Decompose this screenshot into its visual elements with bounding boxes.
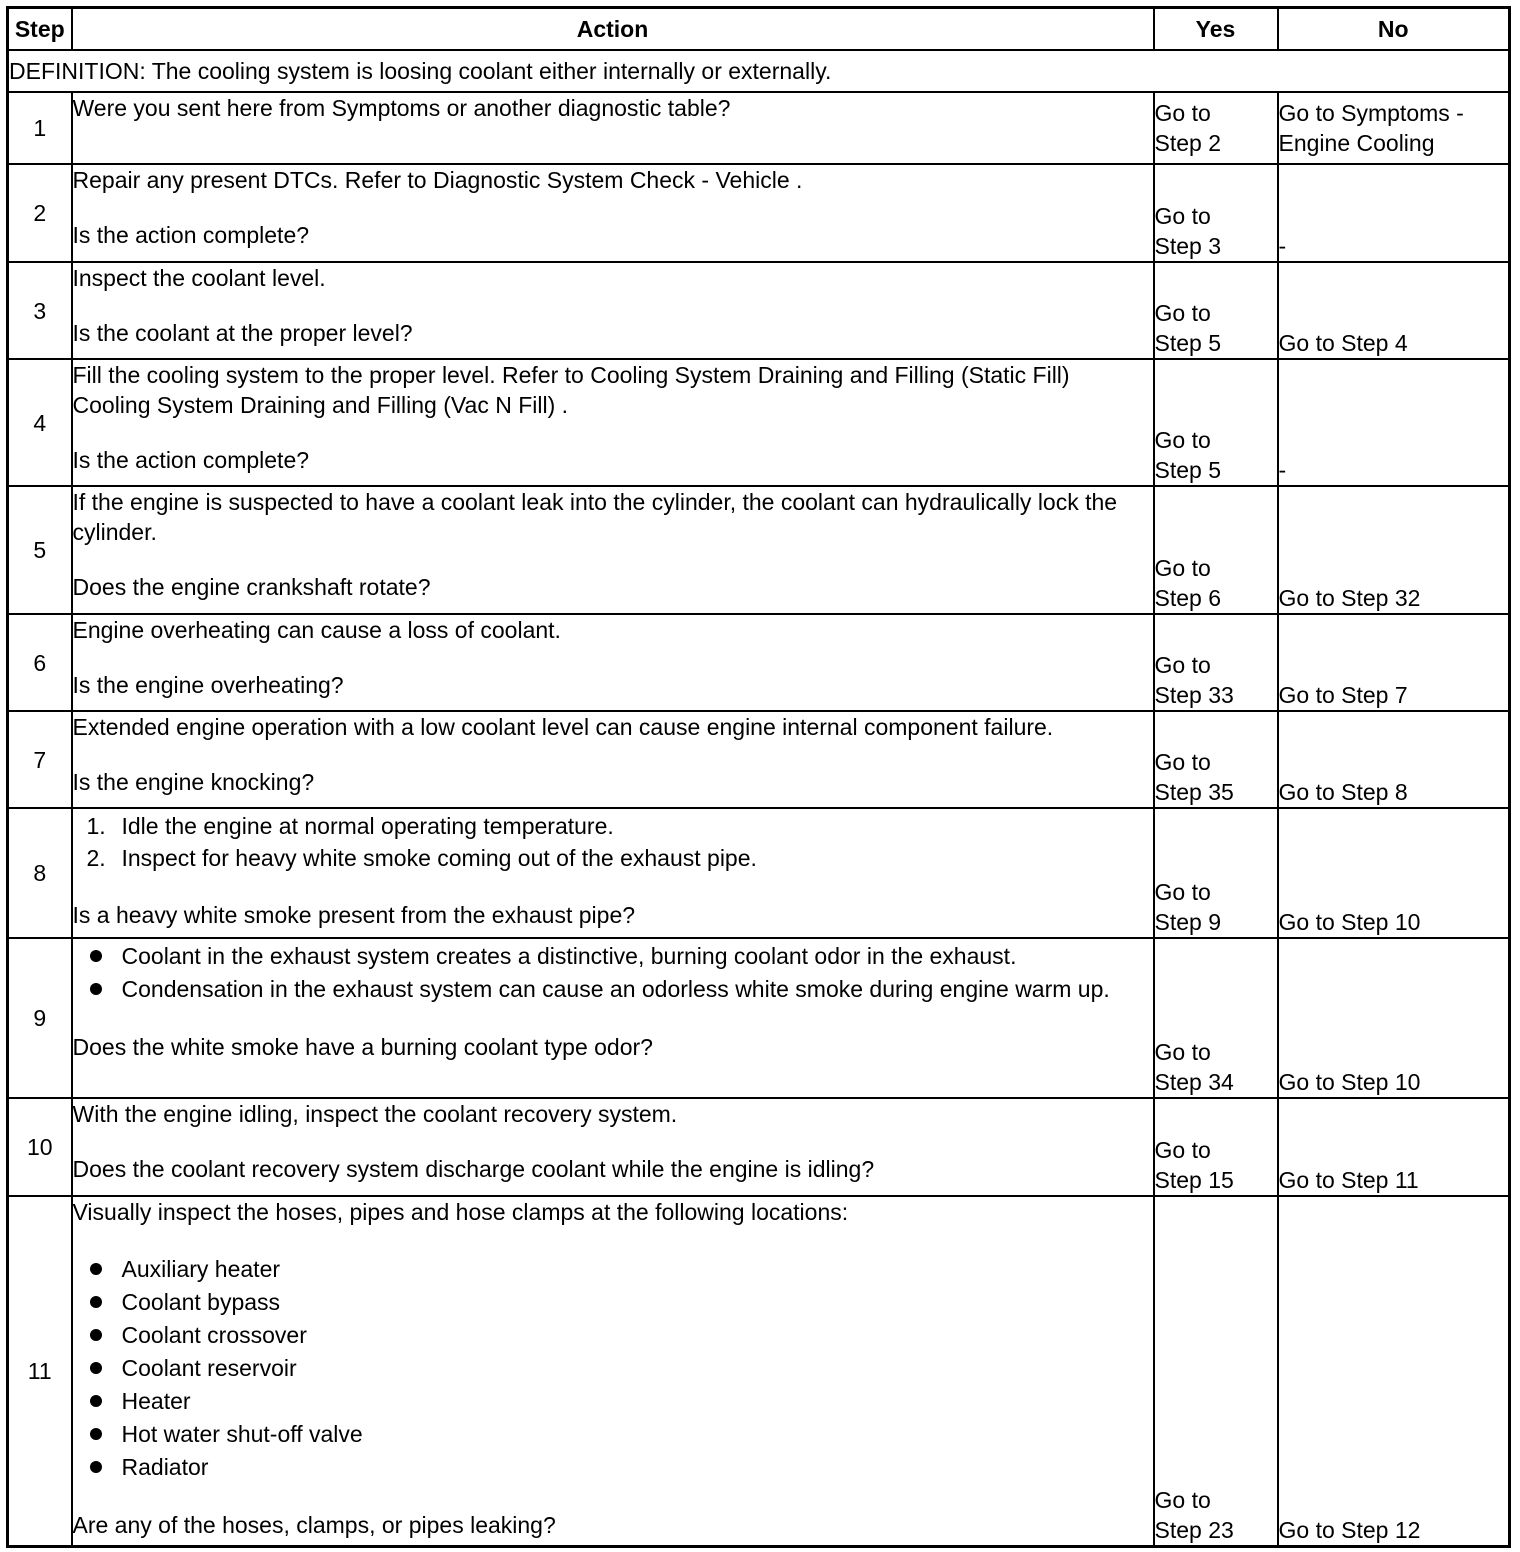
numbered-list [73,811,1153,873]
question-text: Is the action complete? [72,222,310,248]
spacer [73,1129,1153,1154]
bullet-list [73,941,1153,1004]
step-row [8,262,1510,359]
action-text: Visually inspect the hoses, pipes and hose clamps at the following locations: [72,1199,849,1225]
step-row [8,164,1510,262]
step-number: 7 [8,711,72,808]
yes-cell [1154,1098,1278,1196]
question-text: Does the white smoke have a burning coolant type odor? [72,1034,653,1060]
action-text: If the engine is suspected to have a coolant leak into the cylinder, the coolant can hydraulically lock the cylinder. [72,489,1118,545]
yes-cell [1154,1196,1278,1546]
step-row [8,359,1510,486]
action-cell [72,614,1154,711]
yes-link-text[interactable]: Go to [1154,427,1211,453]
action-cell [72,486,1154,614]
yes-link-text[interactable]: Go to [1154,652,1211,678]
item-text: Inspect for heavy white smoke coming out of the exhaust pipe. [121,845,757,871]
spacer [73,875,1153,900]
bullet-list [73,1254,1153,1482]
action-text: Were you sent here from Symptoms or another diagnostic table? [72,95,731,121]
step-number: 10 [8,1098,72,1196]
step-number: 11 [8,1196,72,1546]
no-link-text[interactable]: Go to Step 4 [1278,330,1408,356]
step-number: 5 [8,486,72,614]
yes-link-text[interactable]: Go to [1154,1039,1211,1065]
question-text: Is the coolant at the proper level? [72,320,413,346]
no-link-text[interactable]: Go to Step 8 [1278,779,1408,805]
action-cell [72,1098,1154,1196]
yes-cell [1154,711,1278,808]
yes-cell [1154,486,1278,614]
yes-cell [1154,938,1278,1098]
step-number: 6 [8,614,72,711]
no-link-text[interactable]: Go to Step 7 [1278,682,1408,708]
yes-link-text[interactable]: Go to [1154,100,1211,126]
yes-link-text[interactable]: Step 5 [1154,330,1221,356]
yes-link-text[interactable]: Step 34 [1154,1069,1234,1095]
step-row [8,486,1510,614]
bullet-item: Coolant bypass [73,1287,1153,1317]
header-yes: Yes [1154,8,1278,51]
yes-link-text[interactable]: Step 5 [1154,457,1221,483]
question-text: Does the coolant recovery system discharge coolant while the engine is idling? [72,1156,875,1182]
no-cell [1278,1196,1510,1546]
question-text: Is the action complete? [72,447,310,473]
no-link-text[interactable]: - [1278,233,1287,259]
yes-link-text[interactable]: Go to [1154,1137,1211,1163]
no-cell [1278,164,1510,262]
question-text: Are any of the hoses, clamps, or pipes leaking? [72,1512,556,1538]
step-row [8,1196,1510,1546]
step-number: 8 [8,808,72,938]
spacer [73,547,1153,572]
item-number: 1. [86,813,106,839]
spacer [73,1485,1153,1510]
step-row [8,1098,1510,1196]
definition-row [8,50,1510,92]
bullet-item: Hot water shut-off valve [73,1419,1153,1449]
bullet-item: Heater [73,1386,1153,1416]
yes-link-text[interactable]: Step 33 [1154,682,1234,708]
spacer [73,293,1153,318]
definition-text: DEFINITION: The cooling system is loosing coolant either internally or externally. [8,50,1510,92]
step-row [8,614,1510,711]
spacer [73,645,1153,670]
no-cell [1278,359,1510,486]
no-link-text[interactable]: Go to Step 32 [1278,585,1421,611]
step-number: 9 [8,938,72,1098]
yes-link-text[interactable]: Go to [1154,749,1211,775]
bullet-item: Coolant crossover [73,1320,1153,1350]
action-text: With the engine idling, inspect the coolant recovery system. [72,1101,678,1127]
yes-cell [1154,164,1278,262]
yes-link-text[interactable]: Step 6 [1154,585,1221,611]
no-link-text[interactable]: Go to Step 11 [1278,1167,1419,1193]
yes-link-text[interactable]: Step 3 [1154,233,1221,259]
no-link-text[interactable]: Go to Step 10 [1278,909,1421,935]
yes-link-text[interactable]: Go to [1154,300,1211,326]
no-link-text[interactable]: - [1278,457,1287,483]
step-number: 1 [8,92,72,164]
bullet-item: Auxiliary heater [73,1254,1153,1284]
bullet-item: Condensation in the exhaust system can cause an odorless white smoke during engine warm up. [73,974,1153,1004]
bullet-item: Radiator [73,1452,1153,1482]
yes-link-text[interactable]: Go to [1154,1486,1211,1513]
yes-cell [1154,808,1278,938]
action-cell [72,262,1154,359]
action-cell [72,359,1154,486]
yes-cell [1154,614,1278,711]
no-cell [1278,808,1510,938]
step-row [8,92,1510,164]
step-row [8,938,1510,1098]
no-link-text[interactable]: Engine Cooling [1278,130,1435,156]
spacer [73,1227,1153,1252]
yes-link-text[interactable]: Step 2 [1154,130,1221,156]
yes-link-text[interactable]: Step 35 [1154,779,1234,805]
diagnostic-table [6,6,1511,1548]
header-no: No [1278,8,1510,51]
action-cell [72,92,1154,164]
action-cell [72,1196,1154,1546]
step-row [8,808,1510,938]
yes-cell [1154,359,1278,486]
no-cell [1278,938,1510,1098]
numbered-item [73,843,1153,873]
yes-link-text[interactable]: Go to [1154,203,1211,229]
yes-link-text[interactable]: Step 9 [1154,909,1221,935]
action-cell [72,711,1154,808]
no-link-text[interactable]: Go to Step 12 [1278,1516,1421,1543]
action-text: Inspect the coolant level. [72,265,326,291]
yes-link-text[interactable]: Step 23 [1154,1516,1234,1543]
spacer [73,742,1153,767]
no-link-text[interactable]: Go to Symptoms - [1278,100,1464,126]
yes-cell [1154,92,1278,164]
yes-link-text[interactable]: Go to [1154,555,1211,581]
action-text: Engine overheating can cause a loss of coolant. [72,617,561,643]
no-link-text[interactable]: Go to Step 10 [1278,1069,1421,1095]
yes-link-text[interactable]: Step 15 [1154,1167,1234,1193]
spacer [73,420,1153,445]
no-cell [1278,92,1510,164]
header-row [8,8,1510,51]
action-cell [72,808,1154,938]
question-text: Is the engine overheating? [72,672,344,698]
bullet-item: Coolant reservoir [73,1353,1153,1383]
spacer [73,1007,1153,1032]
yes-cell [1154,262,1278,359]
step-number: 2 [8,164,72,262]
spacer [73,195,1153,220]
item-text: Idle the engine at normal operating temperature. [121,813,614,839]
action-text: Extended engine operation with a low coolant level can cause engine internal component failure. [72,714,1054,740]
numbered-item [73,811,1153,841]
no-cell [1278,614,1510,711]
header-action: Action [72,8,1154,51]
item-number: 2. [86,845,106,871]
question-text: Is the engine knocking? [72,769,315,795]
action-cell [72,938,1154,1098]
action-cell [72,164,1154,262]
no-cell [1278,262,1510,359]
yes-link-text[interactable]: Go to [1154,879,1211,905]
question-text: Is a heavy white smoke present from the exhaust pipe? [72,902,636,928]
header-step: Step [8,8,72,51]
step-row [8,711,1510,808]
no-cell [1278,1098,1510,1196]
action-text: Fill the cooling system to the proper level. Refer to Cooling System Draining and Filling (Static Fill) Cooling System Draining and Filling (Vac N Fill) . [72,362,1070,418]
bullet-item: Coolant in the exhaust system creates a distinctive, burning coolant odor in the exhaust. [73,941,1153,971]
question-text: Does the engine crankshaft rotate? [72,574,431,600]
action-text: Repair any present DTCs. Refer to Diagnostic System Check - Vehicle . [72,167,803,193]
no-cell [1278,711,1510,808]
no-cell [1278,486,1510,614]
step-number: 4 [8,359,72,486]
step-number: 3 [8,262,72,359]
